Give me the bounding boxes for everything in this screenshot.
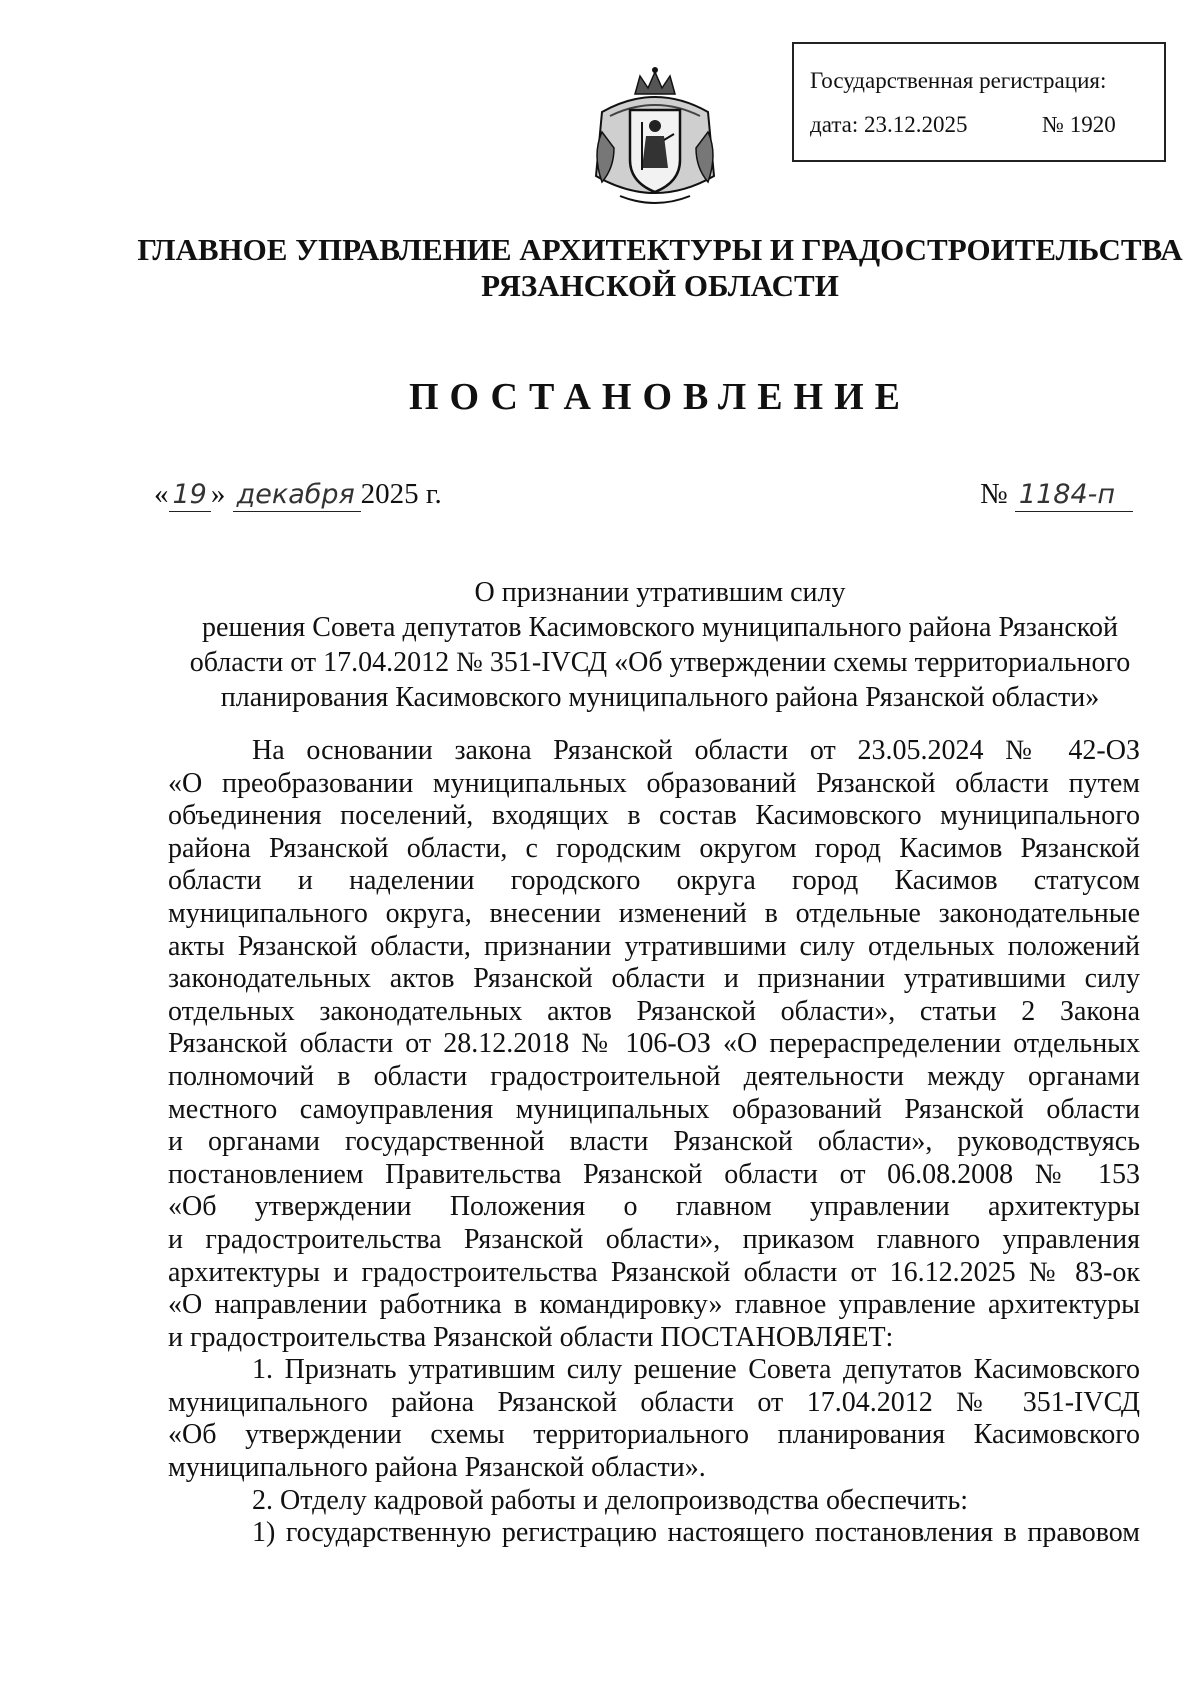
document-number [980,478,1133,512]
body-line: местного самоуправления муниципальных образований Рязанской области [168,1093,1140,1125]
number-prefix: № [980,478,1008,510]
registration-date: дата: 23.12.2025 [810,112,968,137]
item1-line: муниципального района Рязанской области». [168,1452,706,1484]
document-type-title: ПОСТАНОВЛЕНИЕ [408,376,912,418]
item2-subitem-line: 1) государственную регистрацию настоящего постановления в правовом [252,1517,1140,1549]
item1-line: муниципального района Рязанской области от 17.04.2012 № 351-IVСД [168,1386,1140,1418]
body-line: и градостроительства Рязанской области ПОСТАНОВЛЯЕТ: [168,1321,894,1353]
date-close-quote: » [210,478,226,510]
registration-number: № 1920 [1042,112,1116,137]
body-line: постановлением Правительства Рязанской области от 06.08.2008 № 153 [168,1158,1140,1190]
subject-line: О признании утратившим силу [474,577,846,608]
item2-line: 2. Отделу кадровой работы и делопроизводства обеспечить: [252,1484,969,1516]
body-line: «О направлении работника в командировку» главное управление архитектуры [168,1289,1140,1321]
item1-line: 1. Признать утратившим силу решение Совета депутатов Касимовского [252,1354,1140,1386]
document-subject [160,575,1160,715]
body-line: «Об утверждении Положения о главном управлении архитектуры [168,1191,1140,1223]
registration-stamp [792,42,1166,162]
body-line: отдельных законодательных актов Рязанской области», статьи 2 Закона [168,995,1140,1027]
agency-name-line1: ГЛАВНОЕ УПРАВЛЕНИЕ АРХИТЕКТУРЫ И ГРАДОСТРОИТЕЛЬСТВА [137,232,1183,267]
body-line: и градостроительства Рязанской области», приказом главного управления [168,1223,1140,1255]
body-line: области и наделении городского округа город Касимов статусом [168,865,1140,897]
document-body [168,735,1140,1550]
body-line: района Рязанской области, с городским округом город Касимов Рязанской [168,832,1140,864]
coat-of-arms-icon [580,64,730,214]
date-day-handwritten: 19 [169,479,211,512]
document-date [154,478,442,512]
body-line: «О преобразовании муниципальных образований Рязанской области путем [168,767,1140,799]
date-open-quote: « [154,478,169,510]
subject-line: планирования Касимовского муниципального района Рязанской области» [220,682,1100,713]
subject-line: решения Совета депутатов Касимовского муниципального района Рязанской [202,612,1118,643]
body-line: архитектуры и градостроительства Рязанской области от 16.12.2025 № 83-ок [168,1256,1140,1288]
item1-line: «Об утверждении схемы территориального планирования Касимовского [168,1419,1140,1451]
date-year: 2025 г. [360,478,442,510]
registration-title: Государственная регистрация: [810,68,1107,93]
date-month-handwritten: декабря [233,479,361,512]
body-line: законодательных актов Рязанской области и признании утратившими силу [168,963,1140,995]
body-line: акты Рязанской области, признании утратившими силу отдельных положений [168,930,1140,962]
body-line: объединения поселений, входящих в состав Касимовского муниципального [168,800,1140,832]
body-line: На основании закона Рязанской области от 23.05.2024 № 42-ОЗ [252,735,1140,766]
body-line: полномочий в области градостроительной деятельности между органами [168,1060,1140,1092]
body-line: и органами государственной власти Рязанской области», руководствуясь [168,1126,1140,1158]
body-line: муниципального округа, внесении изменений в отдельные законодательные [168,897,1140,929]
number-handwritten: 1184-п [1015,479,1133,512]
subject-line: области от 17.04.2012 № 351-IVСД «Об утверждении схемы территориального [189,647,1131,678]
body-line: Рязанской области от 28.12.2018 № 106-ОЗ «О перераспределении отдельных [168,1028,1140,1060]
agency-name-line2: РЯЗАНСКОЙ ОБЛАСТИ [481,268,839,303]
